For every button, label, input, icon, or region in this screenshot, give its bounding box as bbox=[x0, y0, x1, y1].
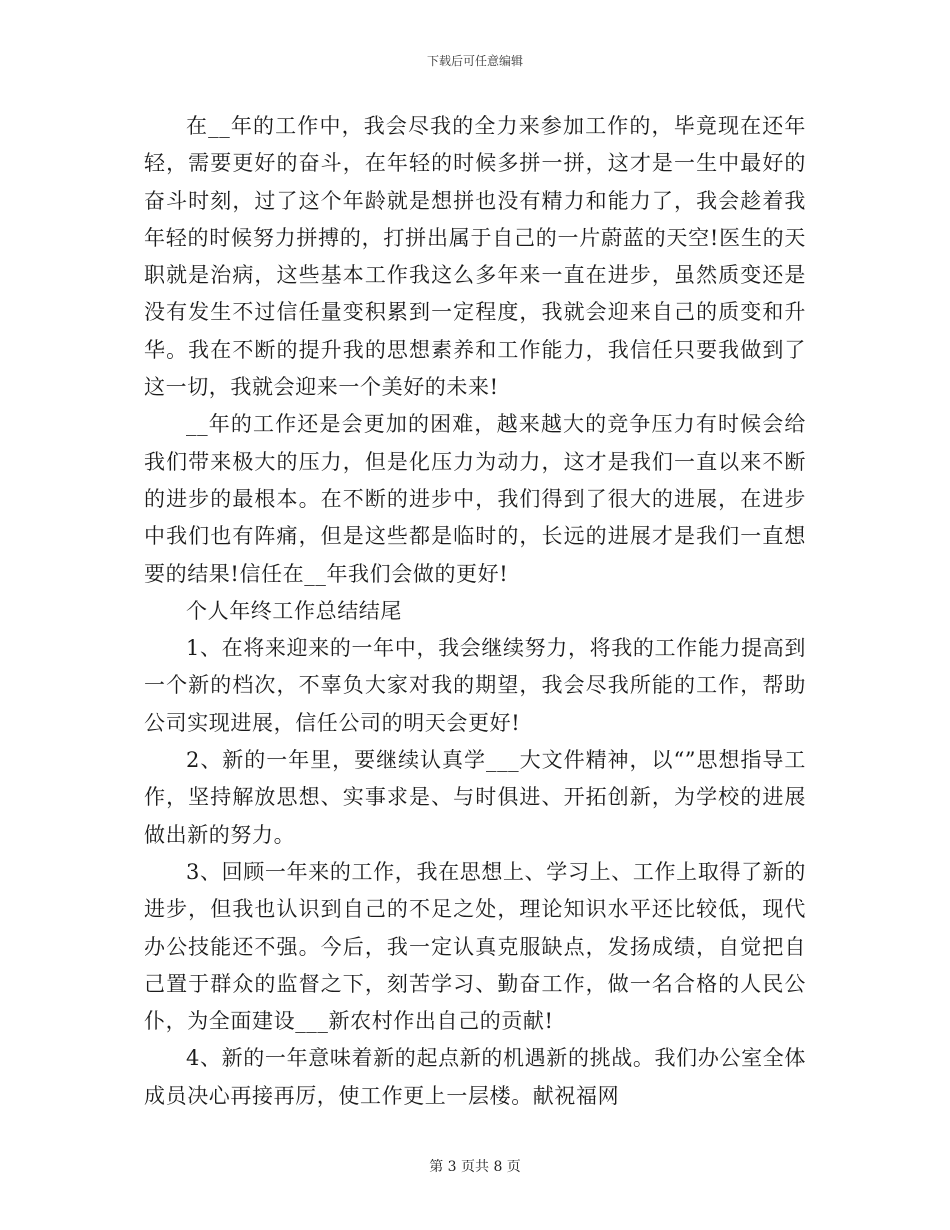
page-number: 第 3 页共 8 页 bbox=[429, 1159, 521, 1175]
list-item: 3、回顾一年来的工作，我在思想上、学习上、工作上取得了新的进步，但我也认识到自己的不足之处，理论知识水平还比较低，现代办公技能还不强。今后，我一定认真克服缺点，发扬成绩，自觉把自己置于群众的监督之下，刻苦学习、勤奋工作，做一名合格的人民公仆，为全面建设___新农村作出自己的贡献! bbox=[144, 859, 806, 1034]
page-header-note: 下载后可任意编辑 bbox=[426, 54, 523, 68]
paragraph: __年的工作还是会更加的困难，越来越大的竞争压力有时候会给我们带来极大的压力，但是化压力为动力，这才是我们一直以来不断的进步的最根本。在不断的进步中，我们得到了很大的进展，在进步中我们也有阵痛，但是这些都是临时的，长远的进展才是我们一直想要的结果!信任在__年我们会做的更好! bbox=[144, 412, 806, 586]
list-item: 2、新的一年里，要继续认真学___大文件精神，以“”思想指导工作，坚持解放思想、实事求是、与时俱进、开拓创新，为学校的进展做出新的努力。 bbox=[144, 748, 806, 847]
list-item: 1、在将来迎来的一年中，我会继续努力，将我的工作能力提高到一个新的档次，不辜负大家对我的期望，我会尽我所能的工作，帮助公司实现进展，信任公司的明天会更好! bbox=[144, 636, 806, 735]
paragraph: 在__年的工作中，我会尽我的全力来参加工作的，毕竟现在还年轻，需要更好的奋斗，在年轻的时候多拼一拼，这才是一生中最好的奋斗时刻，过了这个年龄就是想拼也没有精力和能力了，我会趁着我年轻的时候努力拼搏的，打拼出属于自己的一片蔚蓝的天空!医生的天职就是治病，这些基本工作我这么多年来一直在进步，虽然质变还是没有发生不过信任量变积累到一定程度，我就会迎来自己的质变和升华。我在不断的提升我的思想素养和工作能力，我信任只要我做到了这一切，我就会迎来一个美好的未来! bbox=[144, 114, 806, 400]
section-heading: 个人年终工作总结结尾 bbox=[186, 598, 402, 623]
list-item: 4、新的一年意味着新的起点新的机遇新的挑战。我们办公室全体成员决心再接再厉，使工作更上一层楼。献祝福网 bbox=[144, 1046, 806, 1108]
document-body bbox=[144, 108, 806, 1115]
